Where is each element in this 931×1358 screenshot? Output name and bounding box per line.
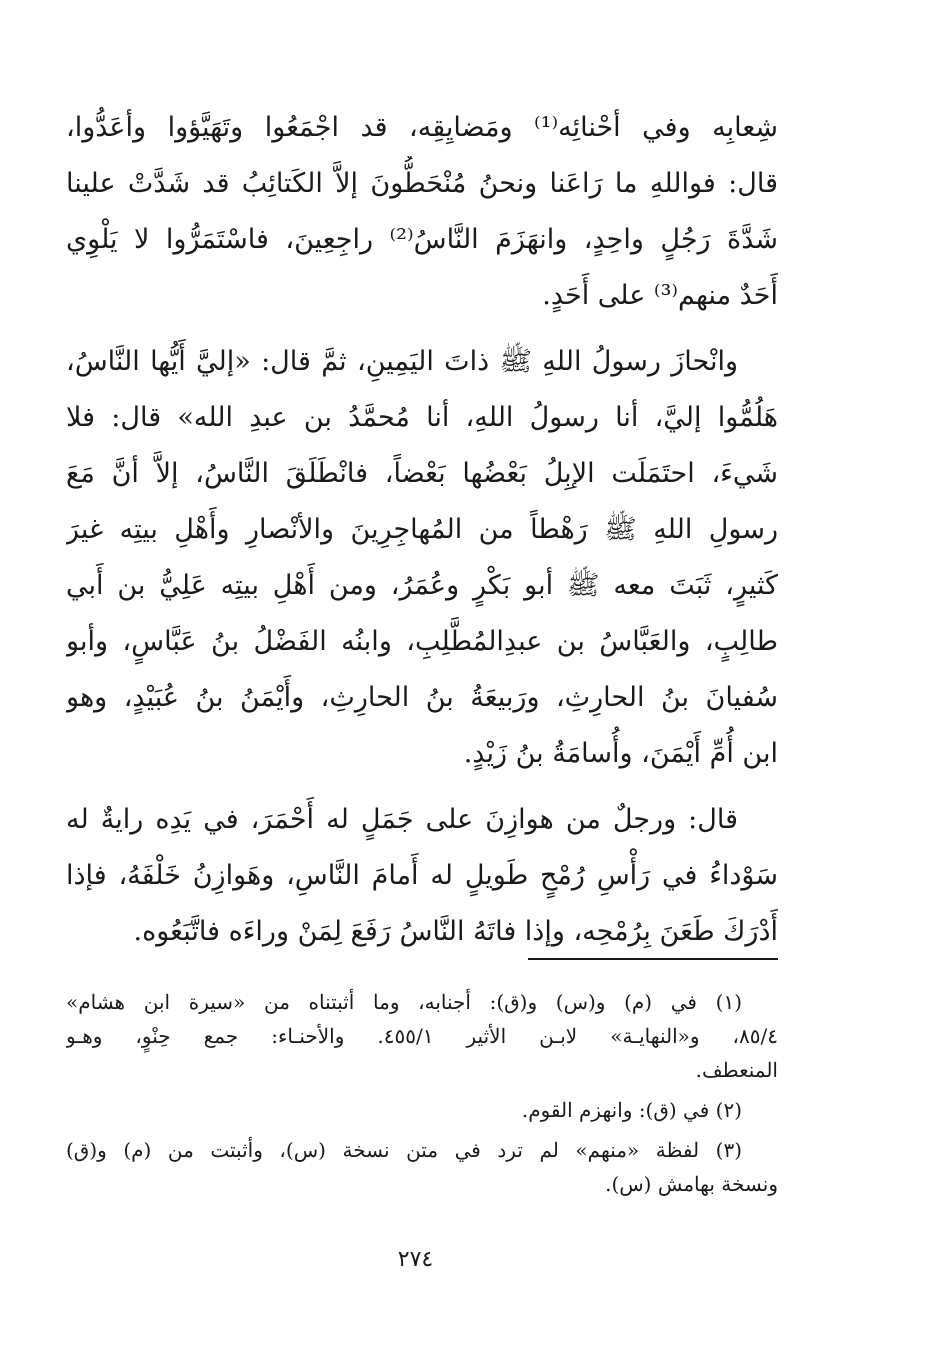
footnote-line: (٢) في (ق): وانهزم القوم. — [521, 1098, 742, 1122]
text-line: شَدَّةَ رَجُلٍ واحِدٍ، وانهَزَمَ النَّاسُ⁽²⁾ راجِعِينَ، فاسْتَمَرُّوا لا يَلْوِي — [66, 224, 778, 255]
footnotes — [66, 985, 778, 1201]
text-line: رسولِ اللهِ ﷺ رَهْطاً من المُهاجِرِينَ والأنْصارِ وأَهْلِ بيتِه غيرَ — [66, 514, 778, 545]
page-number: ٢٧٤ — [397, 1247, 434, 1272]
main-text — [66, 100, 778, 960]
footnote-line: (٣) لفظة «منهم» لم ترد في متن نسخة (س)، وأثبتت من (م) و(ق) — [66, 1138, 742, 1162]
footnote-3 — [66, 1133, 778, 1201]
text-line: هَلُمُّوا إليَّ، أنا رسولُ اللهِ، أنا مُحمَّدُ بن عبدِ الله» قال: فلا — [66, 402, 778, 433]
text-line: شَيءَ، احتَمَلَت الإبِلُ بَعْضُها بَعْضاً، فانْطَلَقَ النَّاسُ، إلاَّ أنَّ مَعَ — [66, 458, 778, 489]
text-line: أَدْرَكَ طَعَنَ بِرُمْحِه، وإذا فاتَهُ النَّاسُ رَفَعَ لِمَنْ وراءَه فاتَّبَعُوه. — [133, 916, 778, 947]
footnote-divider — [528, 958, 778, 960]
text-line: طالِبٍ، والعَبَّاسُ بن عبدِالمُطَّلِبِ، وابنُه الفَضْلُ بنُ عَبَّاسٍ، وأبو — [66, 626, 778, 657]
paragraph-3 — [66, 792, 778, 960]
text-line: وانْحازَ رسولُ اللهِ ﷺ ذاتَ اليَمِينِ، ثمَّ قال: «إليَّ أَيُّها النَّاسُ، — [66, 346, 738, 377]
text-line: قال: ورجلٌ من هوازِنَ على جَمَلٍ له أَحْمَرَ، في يَدِه رايةٌ له — [66, 804, 738, 835]
paragraph-1 — [66, 100, 778, 324]
footnote-line: ٨٥/٤، و«النهايـة» لابـن الأثير ٤٥٥/١. والأحنـاء: جمع حِنْوٍ، وهـو — [66, 1024, 778, 1048]
footnote-2 — [66, 1093, 778, 1127]
text-line: سُفيانَ بنُ الحارِثِ، ورَبيعَةُ بنُ الحارِثِ، وأَيْمَنُ بنُ عُبَيْدٍ، وهو — [66, 682, 778, 713]
text-line: ابن أُمِّ أَيْمَنَ، وأُسامَةُ بنُ زَيْدٍ. — [463, 738, 778, 769]
text-line: قال: فواللهِ ما رَاعَنا ونحنُ مُنْحَطُّونَ إلاَّ الكَتائِبُ قد شَدَّتْ علينا — [66, 168, 778, 199]
footnote-line: (١) في (م) و(س) و(ق): أجنابه، وما أثبتناه من «سيرة ابن هشام» — [66, 990, 742, 1014]
footnote-line: المنعطف. — [695, 1058, 778, 1082]
paragraph-2 — [66, 334, 778, 782]
text-line: سَوْداءُ في رَأْسِ رُمْحٍ طَويلٍ له أَمامَ النَّاسِ، وهَوازِنُ خَلْفَهُ، فإذا — [66, 860, 778, 891]
text-line: شِعابِه وفي أحْنائِه⁽¹⁾ ومَضايِقِه، قد اجْمَعُوا وتَهَيَّؤوا وأعَدُّوا، — [66, 112, 778, 143]
footnote-line: ونسخة بهامش (س). — [605, 1172, 778, 1196]
footnote-1 — [66, 985, 778, 1087]
text-line: كَثيرٍ، ثَبَتَ معه ﷺ أبو بَكْرٍ وعُمَرُ، ومن أَهْلِ بيتِه عَلِيُّ بن أَبي — [66, 570, 778, 601]
text-line: أَحَدٌ منهم⁽³⁾ على أَحَدٍ. — [542, 280, 778, 311]
